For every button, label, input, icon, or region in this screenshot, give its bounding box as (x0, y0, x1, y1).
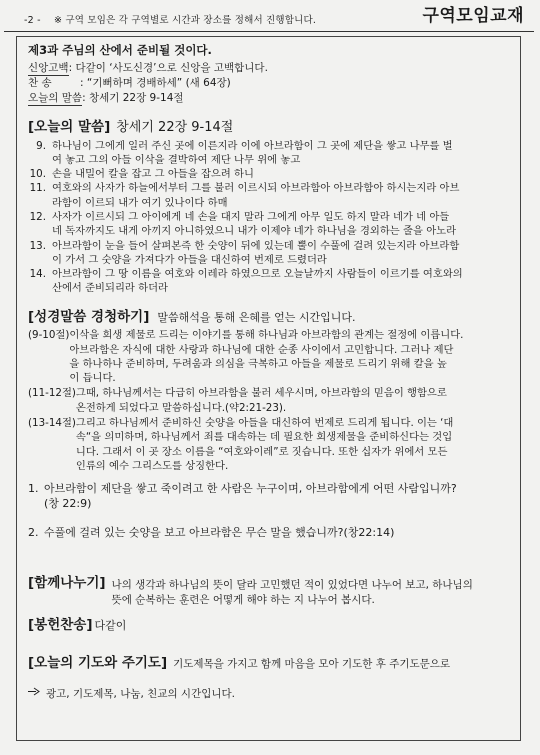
verse-item (28, 139, 514, 168)
hymn-label: 찬 송 (28, 77, 52, 89)
verse-item (28, 167, 514, 181)
header-notice: ※ 구역 모임은 각 구역별로 시간과 장소를 정해서 진행합니다. (53, 15, 317, 26)
hymn-row (28, 76, 514, 91)
commentary-line: 속“을 의미하며, 하나님께서 죄를 대속하는 데 필요한 희생제물을 준비하신다는 것입 (75, 431, 453, 444)
question-number: 1. (28, 482, 39, 496)
verse-number: 13. (29, 239, 46, 252)
notice-text: 광고, 기도제목, 나눔, 친교의 시간입니다. (46, 688, 235, 701)
verse-line: 손을 내밀어 칼을 잡고 그 아들을 잡으려 하니 (52, 168, 254, 181)
commentary-ref: (11-12절) (28, 387, 76, 400)
commentary-line: 아브라함은 자식에 대한 사랑과 하나님에 대한 순종 사이에서 고민합니다. 그러나 제단 (69, 343, 454, 356)
verse-line: 하나님이 그에게 일러 주신 곳에 이른지라 이에 아브라함이 그 곳에 제단을 쌓고 나무를 벌 (52, 139, 453, 152)
offering-label: [봉헌찬송] (28, 617, 93, 634)
commentary-line: 그때, 하나님께서는 다급히 아브라함을 불러 세우시며, 아브라함의 믿음이 행함으로 (75, 387, 447, 400)
word-label: [오늘의 말씀] (28, 119, 111, 135)
confession-label: 신앙고백 (28, 61, 69, 77)
verse-list (28, 139, 514, 296)
verse-number: 11. (29, 182, 46, 195)
verse-line: 라함이 이르되 내가 여기 있나이다 하매 (52, 196, 228, 209)
question-number: 2. (28, 526, 39, 540)
offering-section (28, 618, 514, 634)
commentary-ref: (9-10절) (28, 329, 70, 342)
verse-number: 14. (29, 268, 46, 281)
commentary-item (28, 386, 514, 415)
scripture-label: 오늘의 말씀 (28, 91, 82, 107)
hymn-text: : “기뻐하며 경배하세” (새 64장) (80, 77, 231, 89)
verse-line: 아브라함이 그 땅 이름을 여호와 이레라 하였으므로 오늘날까지 사람들이 이르기를 여호와의 (52, 268, 463, 281)
commentary-line: 인류의 예수 그리스도를 상징한다. (75, 459, 229, 472)
prayer-label: [오늘의 기도와 주기도] (28, 654, 168, 671)
verse-line: 사자가 이르시되 그 아이에게 네 손을 대지 말라 그에게 아무 일도 하지 말라 네가 네 아들 (52, 210, 450, 223)
scripture-text: : 창세기 22장 9-14절 (82, 91, 184, 104)
header-title: 구역모임교재 (422, 6, 524, 26)
page-number: -2 - (24, 15, 41, 26)
commentary-line: 이 듭니다. (69, 372, 116, 385)
verse-number: 9. (36, 139, 46, 152)
triangle-arrow-icon (28, 687, 40, 702)
verse-line: 여호와의 사자가 하늘에서부터 그를 불러 이르시되 아브라함아 아브라함아 하시는지라 아브 (52, 182, 460, 195)
verse-line: 이 가서 그 숫양을 가져다가 아들을 대신하여 번제로 드렸더라 (52, 253, 327, 266)
verse-line: 네 독자까지도 내게 아끼지 아니하였으니 내가 이제야 네가 하나님을 경외하는 줄을 아노라 (52, 225, 457, 238)
commentary-line: 을 하나하나 준비하며, 두려움과 의심을 극복하고 아들을 제물로 드리기 위해 칼을 높 (69, 357, 447, 370)
header-rule (4, 31, 534, 32)
share-line: 나의 생각과 하나님의 뜻이 달라 고민했던 적이 있었다면 나누어 보고, 하나님의 (111, 579, 473, 592)
commentary-ref: (13-14절) (28, 417, 76, 430)
verse-number: 10. (29, 168, 46, 181)
study-desc: 말씀해석을 통해 은혜를 얻는 시간입니다. (157, 310, 356, 324)
page-header (24, 4, 524, 26)
word-ref: 창세기 22장 9-14절 (116, 120, 234, 135)
verse-item (28, 267, 514, 296)
scripture-row (28, 91, 514, 107)
question-item (28, 525, 514, 540)
verse-item (28, 210, 514, 239)
commentary-line: 그리고 하나님께서 준비하신 숫양을 아들을 대신하여 번제로 드리게 됩니다. 이는 ‘대 (75, 417, 454, 430)
prayer-section (28, 656, 514, 672)
header-notice-line (24, 12, 316, 26)
prayer-text: 기도제목을 가지고 함께 마음을 모아 기도한 후 주기도문으로 (173, 657, 451, 670)
commentary-line: 온전하게 되었다고 말씀하십니다.(약2:21-23). (75, 401, 287, 414)
lesson-content (28, 43, 514, 702)
commentary-item (28, 416, 514, 473)
confession-row (28, 61, 514, 77)
verse-line: 여 놓고 그의 아들 이삭을 결박하여 제단 나무 위에 놓고 (52, 153, 301, 166)
word-section-heading (28, 120, 514, 136)
verse-line: 아브라함이 눈을 들어 살펴본즉 한 숫양이 뒤에 있는데 뿔이 수풀에 걸려 있는지라 아브라함 (52, 239, 460, 252)
commentary-line: 이삭을 희생 제물로 드리는 이야기를 통해 하나님과 아브라함의 관계는 절정에 이릅니다. (69, 329, 464, 342)
notice-line (28, 687, 514, 702)
question-line: 수풀에 걸려 있는 숫양을 보고 아브라함은 무슨 말을 했습니까?(창22:14) (44, 526, 395, 540)
offering-text: 다같이 (94, 619, 127, 633)
question-item (28, 481, 514, 511)
share-line: 뜻에 순복하는 훈련은 어떻게 해야 하는 지 나누어 봅시다. (111, 594, 375, 607)
verse-item (28, 181, 514, 210)
commentary-line: 니다. 그래서 이 곳 장소 이름을 “여호와이레”로 짓습니다. 또한 십자가 위에서 모든 (75, 445, 448, 458)
verse-number: 12. (29, 210, 46, 223)
study-section-heading (28, 310, 514, 326)
lesson-title: 제3과 주님의 산에서 준비될 것이다. (28, 43, 212, 57)
question-line: (창 22:9) (44, 497, 92, 511)
commentary-item (28, 328, 514, 385)
share-section (28, 576, 514, 608)
verse-item (28, 239, 514, 268)
share-label: [함께나누기] (28, 575, 106, 592)
confession-text: : 다같이 ‘사도신경’으로 신앙을 고백합니다. (68, 61, 268, 74)
verse-line: 산에서 준비되리라 하더라 (52, 282, 168, 295)
study-label: [성경말씀 경청하기] (28, 308, 150, 325)
question-line: 아브라함이 제단을 쌓고 죽이려고 한 사람은 누구이며, 아브라함에게 어떤 사람입니까? (44, 482, 457, 496)
